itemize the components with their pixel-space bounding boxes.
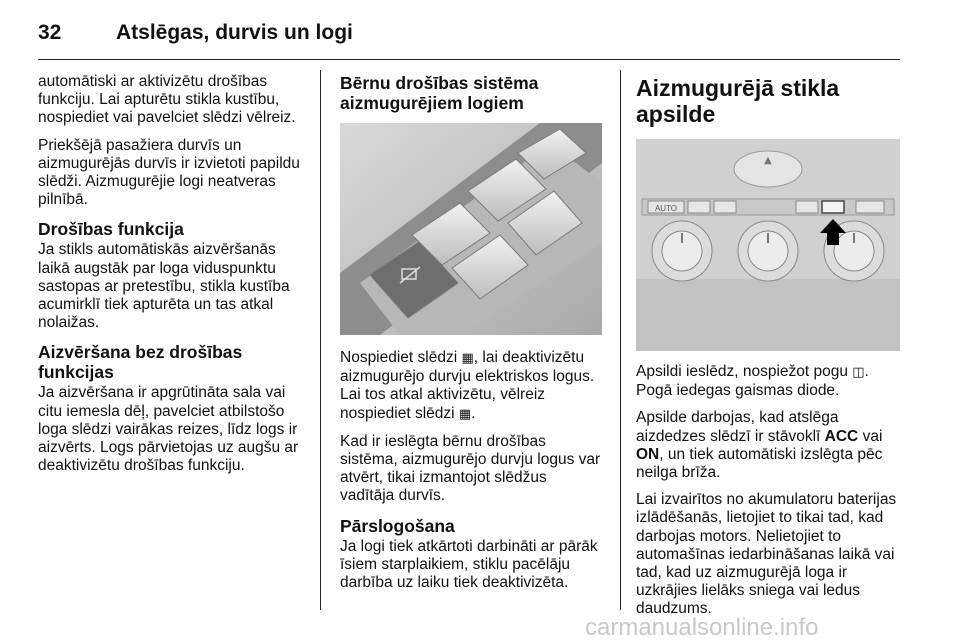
auto-label: AUTO: [654, 204, 678, 213]
rear-defrost-paragraph-3: Lai izvairītos no akumulatoru baterijas izlādēšanās, lietojiet to tikai tad, kad darbojas motors. Nelietojiet to automašīnas iedarbināšanas laikā vai tad, kad uz aizmugurējā loga ir uzkrājies lielāks sniega vai ledus daudzums.: [636, 491, 897, 618]
child-safety-text-b: , lai deaktivizētu aizmugurējo durvju elektriskos logus. Lai tos atkal aktivizētu, vēlreiz nospiediet slēdzi: [340, 349, 595, 422]
watermark: carmanualsonline.info: [585, 614, 819, 641]
closing-without-safety-text: Ja aizvēršana ir apgrūtināta sala vai citu iemesla dēļ, pavelciet atbilstošo loga slēdzi vairākas reizes, līdz logs ir aizvērts. Logs pārvietojas uz augšu ar deaktivizētu drošības funkciju.: [38, 384, 299, 475]
safety-function-text: Ja stikls automātiskās aizvēršanās laikā augstāk par loga viduspunktu sastopas ar pretestību, stikla kustība acumirklī tiek apturēta un tas atkal nolaižas.: [38, 241, 290, 332]
rear-defrost-text-2b: vai: [862, 427, 883, 445]
column-1: [38, 73, 310, 484]
child-lock-icon: ▦: [458, 406, 472, 422]
header-rule: [38, 59, 900, 60]
child-lock-icon: ▦: [461, 351, 474, 366]
rear-defrost-text-2c: , un tiek automātiski izslēgta pēc neilga brīža.: [636, 445, 883, 482]
safety-function-heading: Drošības funkcija: [38, 219, 184, 240]
climate-panel-figure: [636, 139, 900, 351]
overload-heading: Pārslogošana: [340, 515, 455, 536]
rear-defrost-text-b: . Pogā iedegas gaismas diode.: [636, 363, 869, 400]
closing-without-safety-heading: Aizvēršana bez drošības funkcijas: [38, 342, 243, 383]
acc-label: ACC: [824, 427, 859, 445]
page-header: [38, 18, 353, 48]
child-safety-text-a: Nospiediet slēdzi: [340, 349, 458, 366]
rear-defrost-paragraph-1: [636, 363, 902, 400]
column-divider-1: [320, 70, 321, 610]
page-number: 32: [38, 21, 62, 44]
intro-paragraph-1: automātiski ar aktivizētu drošības funkciju. Lai apturētu stikla kustību, nospiediet vai pavelciet slēdzi vēlreiz.: [38, 73, 296, 127]
rear-defrost-icon: ◫: [852, 365, 865, 380]
rear-defrost-text-2a: Apsilde darbojas, kad atslēga aizdedzes slēdzī ir stāvoklī: [636, 409, 839, 445]
column-2: [340, 73, 605, 601]
on-label: ON: [636, 445, 660, 463]
intro-paragraph-2: Priekšējā pasažiera durvīs un aizmugurējās durvīs ir izvietoti papildu slēdži. Aizmugurējie logi neatveras pilnībā.: [38, 136, 300, 209]
svg-text:▲: ▲: [764, 155, 772, 166]
window-switch-figure: [340, 123, 602, 335]
child-safety-paragraph-2: Kad ir ieslēgta bērnu drošības sistēma, aizmugurējo durvju logus var atvērt, tikai izmantojot slēdžus vadītāja durvīs.: [340, 432, 601, 505]
rear-defrost-text-a: Apsildi ieslēdz, nospiežot pogu: [636, 363, 848, 380]
column-3: [636, 73, 902, 628]
child-safety-text-c: .: [471, 404, 476, 422]
child-safety-paragraph-1: [340, 349, 605, 424]
page-title: Atslēgas, durvis un logi: [116, 21, 353, 44]
child-safety-heading: Bērnu drošības sistēma aizmugurējiem logiem: [340, 73, 539, 113]
rear-defrost-paragraph-2: [636, 409, 902, 482]
overload-text: Ja logi tiek atkārtoti darbināti ar pārāk īsiem starplaikiem, stiklu pacēlāju darbība uz laiku tiek deaktivizēta.: [340, 537, 598, 592]
column-divider-2: [620, 70, 621, 610]
rear-defrost-heading: Aizmugurējā stikla apsilde: [636, 75, 840, 127]
